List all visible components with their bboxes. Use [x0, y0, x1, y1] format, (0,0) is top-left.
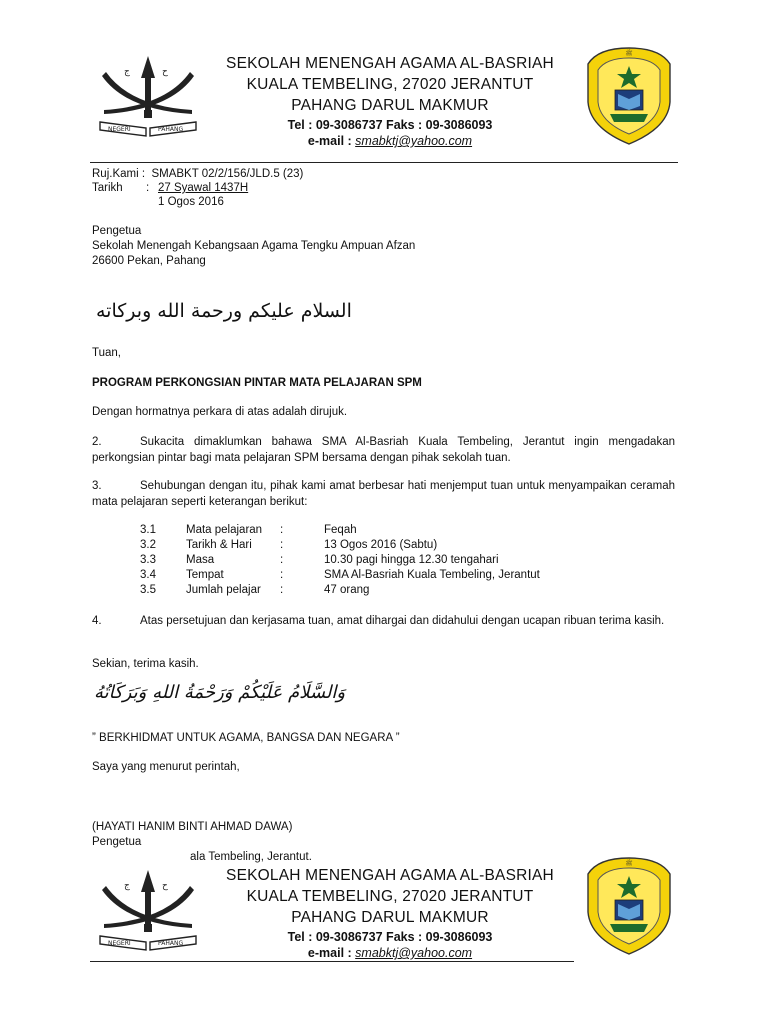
- motto: ” BERKHIDMAT UNTUK AGAMA, BANGSA DAN NEGARA ”: [92, 732, 400, 744]
- ribbon-left-text: NEGERI: [108, 126, 131, 133]
- tarikh-label: Tarikh: [92, 182, 123, 194]
- date-hijri: 27 Syawal 1437H: [158, 182, 249, 194]
- ribbon-right-text-bottom: PAHANG: [158, 940, 184, 947]
- date-masihi: 1 Ogos 2016: [158, 196, 224, 208]
- recipient-school: Sekolah Menengah Kebangsaan Agama Tengku Ampuan Afzan: [92, 240, 416, 252]
- ruj-label: Ruj.Kami :: [92, 168, 146, 180]
- pahang-state-crest: [96, 50, 200, 142]
- arabic-closing-calligraphy: وَالسَّلَامُ عَلَيْكُمْ وَرَحْمَةُ اللهِ وَبَرَكَاتُهُ: [94, 682, 346, 703]
- perintah-text: Saya yang menurut perintah,: [92, 761, 240, 773]
- school-address-line2: PAHANG DARUL MAKMUR: [291, 97, 489, 114]
- detail-value: 13 Ogos 2016 (Sabtu): [324, 539, 438, 551]
- school-name-bottom: SEKOLAH MENENGAH AGAMA AL-BASRIAH: [226, 867, 554, 884]
- detail-no: 3.2: [140, 539, 156, 551]
- email-link-bottom[interactable]: smabktj@yahoo.com: [355, 946, 473, 960]
- header-divider: [90, 162, 678, 163]
- closing-text: Sekian, terima kasih.: [92, 658, 199, 670]
- arabic-greeting: السلام عليكم ورحمة الله وبركاته: [96, 300, 352, 322]
- salutation: Tuan,: [92, 347, 121, 359]
- detail-sep: :: [280, 524, 284, 536]
- signatory-name: (HAYATI HANIM BINTI AHMAD DAWA): [92, 821, 293, 833]
- para4-text: Atas persetujuan dan kerjasama tuan, amat dihargai dan didahului dengan ucapan ribuan terima kasih.: [140, 615, 665, 627]
- detail-label: Tarikh & Hari: [186, 539, 252, 551]
- ruj-value: SMABKT 02/2/156/JLD.5 (23): [151, 168, 304, 180]
- school-telephone-bottom: Tel : 09-3086737 Faks : 09-3086093: [287, 930, 493, 944]
- svg-text:ج: ج: [124, 881, 130, 891]
- detail-value: 10.30 pagi hingga 12.30 tengahari: [324, 554, 499, 566]
- reference-number: [92, 167, 303, 182]
- footer-divider: [90, 961, 574, 962]
- svg-text:ح: ح: [162, 881, 168, 891]
- school-address-line1: KUALA TEMBELING, 27020 JERANTUT: [246, 76, 534, 93]
- tarikh-separator: :: [146, 182, 150, 194]
- svg-text:ﷺ: ﷺ: [625, 50, 633, 57]
- para3-number: 3.: [92, 480, 102, 492]
- school-email-line: [200, 133, 580, 149]
- school-telephone: Tel : 09-3086737 Faks : 09-3086093: [287, 118, 493, 132]
- svg-text:ج: ج: [124, 67, 130, 77]
- para3-text: Sehubungan dengan itu, pihak kami amat berbesar hati menjemput tuan untuk menyampaikan ceramah mata pelajaran seperti keterangan berikut:: [92, 480, 675, 508]
- detail-label: Jumlah pelajar: [186, 584, 261, 596]
- detail-no: 3.1: [140, 524, 156, 536]
- detail-value: 47 orang: [324, 584, 370, 596]
- recipient-title: Pengetua: [92, 225, 142, 237]
- detail-no: 3.3: [140, 554, 156, 566]
- school-email-line-bottom: [200, 945, 580, 961]
- detail-label: Mata pelajaran: [186, 524, 263, 536]
- pahang-state-crest-bottom: [96, 864, 200, 956]
- detail-label: Masa: [186, 554, 215, 566]
- signatory-partial-line: ala Tembeling, Jerantut.: [190, 851, 312, 863]
- ribbon-right-text: PAHANG: [158, 126, 184, 133]
- email-label-bottom: e-mail :: [307, 946, 356, 960]
- detail-no: 3.4: [140, 569, 156, 581]
- school-crest-bottom: [582, 854, 676, 958]
- school-address-line1-bottom: KUALA TEMBELING, 27020 JERANTUT: [246, 888, 534, 905]
- school-header: [200, 53, 580, 149]
- detail-no: 3.5: [140, 584, 156, 596]
- email-link[interactable]: smabktj@yahoo.com: [355, 134, 473, 148]
- intro-paragraph: Dengan hormatnya perkara di atas adalah dirujuk.: [92, 406, 348, 418]
- school-header-bottom: [200, 865, 580, 961]
- detail-sep: :: [280, 584, 284, 596]
- para4-number: 4.: [92, 615, 102, 627]
- detail-value: SMA Al-Basriah Kuala Tembeling, Jerantut: [324, 569, 540, 581]
- school-crest: [582, 44, 676, 148]
- email-label: e-mail :: [307, 134, 356, 148]
- detail-value: Feqah: [324, 524, 357, 536]
- para2-number: 2.: [92, 436, 102, 448]
- letter-subject: PROGRAM PERKONGSIAN PINTAR MATA PELAJARAN SPM: [92, 377, 422, 389]
- detail-sep: :: [280, 539, 284, 551]
- detail-label: Tempat: [186, 569, 224, 581]
- date-hijri-row: [92, 181, 123, 196]
- school-address-line2-bottom: PAHANG DARUL MAKMUR: [291, 909, 489, 926]
- school-name: SEKOLAH MENENGAH AGAMA AL-BASRIAH: [226, 55, 554, 72]
- detail-sep: :: [280, 554, 284, 566]
- para2-text: Sukacita dimaklumkan bahawa SMA Al-Basriah Kuala Tembeling, Jerantut ingin mengadakan perkongsian pintar bagi mata pelajaran SPM bersama dengan pihak sekolah tuan.: [92, 436, 675, 464]
- ribbon-left-text-bottom: NEGERI: [108, 940, 131, 947]
- svg-text:ﷺ: ﷺ: [625, 860, 633, 867]
- signatory-title: Pengetua: [92, 836, 142, 848]
- recipient-address: 26600 Pekan, Pahang: [92, 255, 206, 267]
- svg-text:ح: ح: [162, 67, 168, 77]
- detail-sep: :: [280, 569, 284, 581]
